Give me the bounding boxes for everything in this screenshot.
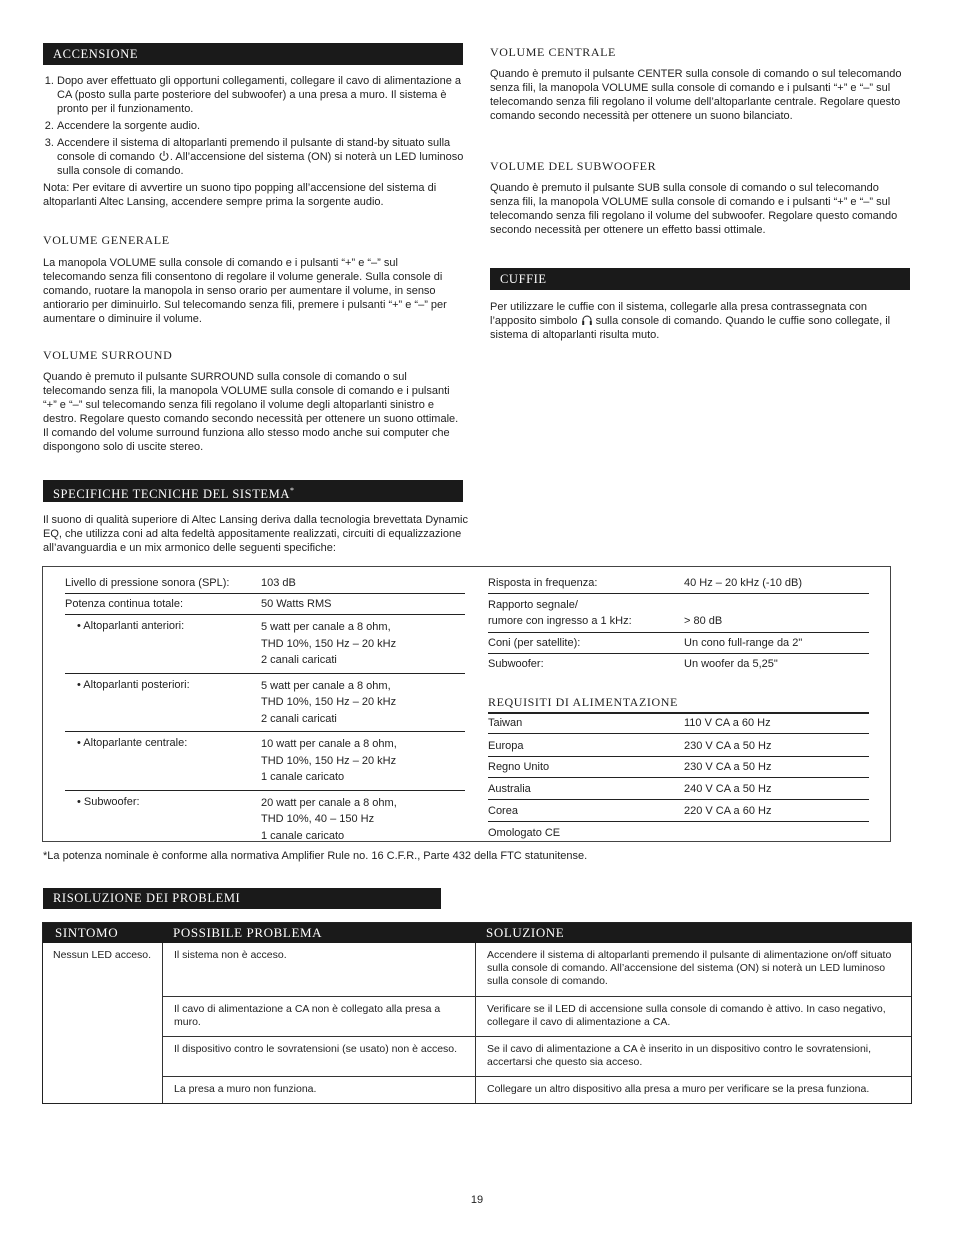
table-row (163, 943, 911, 996)
spec-row (65, 732, 465, 791)
problem-cell: Il dispositivo contro le sovratensioni (se usato) non è acceso. (163, 1037, 476, 1076)
table-row (163, 1036, 911, 1076)
accensione-step-3-a: Accendere il sistema di altoparlanti premendo il pulsante di stand-by situato sulla console di comando (57, 137, 451, 163)
spec-value: Un woofer da 5,25" (684, 658, 778, 670)
specifiche-footnote: *La potenza nominale è conforme alla normativa Amplifier Rule no. 16 C.F.R., Parte 432 della FTC statunitense. (43, 850, 588, 862)
power-country: Europa (488, 740, 524, 752)
page-number: 19 (470, 1194, 484, 1206)
cuffie-heading: CUFFIE (490, 268, 910, 290)
power-row (488, 822, 869, 843)
volume-subwoofer-text: Quando è premuto il pulsante SUB sulla console di comando o sul telecomando senza fili, la manopola VOLUME sulla console di comando e i pulsanti “+” e “–” sul telecomando senza fili regolano il volume del subwoofer. Regolare questo comando secondo necessità per ottenere un effetto bassi ottimale. (490, 182, 898, 236)
table-row (163, 1076, 911, 1103)
problemi-heading: RISOLUZIONE DEI PROBLEMI (43, 888, 441, 909)
troubleshooting-body (43, 943, 911, 1103)
volume-subwoofer-heading: VOLUME DEL SUBWOOFER (490, 159, 657, 173)
specifiche-right-table (488, 573, 869, 843)
power-value: 240 V CA a 50 Hz (684, 783, 772, 795)
spec-key: • Altoparlanti anteriori: (77, 620, 185, 632)
cuffie-text-a: Per utilizzare le cuffie con il sistema, collegarle alla presa contrassegnata con l’apposito simbolo (490, 301, 868, 327)
spec-key: Rapporto segnale/ rumore con ingresso a 1 kHz: (488, 599, 632, 627)
power-row (488, 800, 869, 822)
spec-value: 10 watt per canale a 8 ohm, THD 10%, 150 Hz – 20 kHz 1 canale caricato (261, 738, 397, 783)
power-icon (158, 150, 170, 162)
accensione-section (43, 74, 467, 209)
problem-cell: Il sistema non è acceso. (163, 943, 476, 996)
power-row (488, 757, 869, 778)
volume-surround-text: Quando è premuto il pulsante SURROUND sulla console di comando o sul telecomando senza fili, la manopola VOLUME sulla console di comando e i pulsanti “+” e “–” sul telecomando senza fili regolano il volume degli altoparlanti sinistro e destro. Regolare questo comando secondo necessità per ottenere un suono ottimale. Il comando del volume surround funziona allo stesso modo anche sui computer che dispongono solo di uscite stereo. (43, 371, 459, 453)
headphone-icon (581, 314, 593, 326)
cuffie-text (490, 300, 914, 342)
spec-key: • Altoparlante centrale: (77, 737, 188, 749)
volume-centrale-text: Quando è premuto il pulsante CENTER sulla console di comando o sul telecomando senza fili, la manopola VOLUME sulla console di comando e i pulsanti “+” e “–” sul telecomando senza fili regolano il volume dell’altoparlante centrale. Regolare questo comando secondo necessità per ottenere un suono bilanciato. (490, 68, 902, 122)
spec-value: 50 Watts RMS (261, 598, 332, 610)
specifiche-box (42, 566, 891, 842)
spec-row (65, 573, 465, 594)
volume-centrale-heading: VOLUME CENTRALE (490, 45, 616, 59)
specifiche-left-table (65, 573, 465, 848)
power-value: 230 V CA a 50 Hz (684, 740, 772, 752)
accensione-steps (43, 74, 467, 178)
spec-key: • Subwoofer: (77, 795, 140, 808)
accensione-heading: ACCENSIONE (43, 43, 463, 65)
spec-key: Potenza continua totale: (65, 598, 184, 610)
spec-key: • Altoparlanti posteriori: (77, 678, 190, 691)
accensione-nota: Nota: Per evitare di avvertire un suono tipo popping all’accensione del sistema di altoparlanti Altec Lansing, accendere sempre prima la sorgente audio. (43, 182, 437, 208)
power-country: Taiwan (488, 717, 523, 729)
spec-row (65, 674, 465, 733)
spec-key: Livello di pressione sonora (SPL): (65, 577, 230, 589)
spec-row (488, 633, 869, 654)
table-row (163, 996, 911, 1036)
specifiche-title-mark: * (290, 486, 295, 495)
volume-generale-heading: VOLUME GENERALE (43, 233, 170, 247)
spec-key: Subwoofer: (488, 658, 544, 670)
spec-row (488, 573, 869, 594)
accensione-step-3-b: . All’accensione del sistema (ON) si noterà un LED luminoso sulla console di comando. (57, 151, 464, 177)
power-value: 230 V CA a 50 Hz (684, 761, 772, 773)
spec-row (65, 615, 465, 674)
spec-value: 40 Hz – 20 kHz (-10 dB) (684, 577, 802, 589)
power-country: Corea (488, 805, 518, 817)
problem-cell: La presa a muro non funziona. (163, 1077, 476, 1103)
spec-key: Coni (per satellite): (488, 637, 581, 649)
power-value (684, 826, 869, 840)
spec-value: 103 dB (261, 577, 296, 589)
specifiche-intro: Il suono di qualità superiore di Altec Lansing deriva dalla tecnologia brevettata Dynamic EQ, che utilizza coni ad alta fedeltà appositamente realizzati, circuiti di equalizzazione all’avanguardia e un mix armonico delle seguenti specifiche: (43, 514, 468, 554)
accensione-step-2: 2. Accendere la sorgente audio. (57, 119, 467, 133)
problem-cell: Il cavo di alimentazione a CA non è collegato alla presa a muro. (163, 997, 476, 1036)
spec-row (65, 791, 465, 849)
spec-row (65, 594, 465, 615)
header-problema: POSSIBILE PROBLEMA (173, 925, 323, 940)
cuffie-text-b: sulla console di comando. Quando le cuffie sono collegate, il sistema di altoparlanti risulta muto. (490, 315, 891, 341)
header-sintomo: SINTOMO (55, 925, 119, 940)
header-soluzione: SOLUZIONE (486, 925, 565, 940)
power-country: Omologato CE (488, 827, 561, 839)
power-country: Australia (488, 783, 531, 795)
spec-row (488, 654, 869, 674)
power-requirements-heading: REQUISITI DI ALIMENTAZIONE (488, 695, 869, 714)
specifiche-heading (43, 480, 463, 502)
solution-cell: Verificare se il LED di accensione sulla console di comando è attivo. In caso negativo, collegare il cavo di alimentazione a CA. (487, 1003, 886, 1028)
volume-generale-text: La manopola VOLUME sulla console di comando e i pulsanti “+” e “–” sul telecomando senza fili consentono di regolare il volume generale. Sulla console di comando, ruotare la manopola in senso orario per aumentare il volume, in senso antiorario per diminuirlo. Sul telecomando senza fili, premere i pulsanti “+” e “–” per aumentare o diminuire il volume. (43, 257, 447, 325)
specifiche-title: SPECIFICHE TECNICHE DEL SISTEMA (53, 487, 291, 502)
power-value: 110 V CA a 60 Hz (684, 717, 771, 729)
solution-cell: Collegare un altro dispositivo alla presa a muro per verificare se la presa funziona. (487, 1083, 870, 1095)
solution-cell: Se il cavo di alimentazione a CA è inserito in un dispositivo contro le sovratensioni, accertarsi che questo sia acceso. (487, 1043, 872, 1068)
power-row (488, 778, 869, 800)
spec-value: 5 watt per canale a 8 ohm, THD 10%, 150 Hz – 20 kHz 2 canali caricati (261, 621, 397, 666)
power-country: Regno Unito (488, 761, 550, 773)
solution-cell: Accendere il sistema di altoparlanti premendo il pulsante di alimentazione on/off situato sulla console di comando. All’accensione del sistema (ON) si noterà un LED luminoso sulla console di comando. (487, 949, 892, 987)
spec-value: 20 watt per canale a 8 ohm, THD 10%, 40 – 150 Hz 1 canale caricato (261, 796, 397, 842)
volume-surround-heading: VOLUME SURROUND (43, 348, 173, 362)
symptom-cell: Nessun LED acceso. (43, 943, 163, 1103)
accensione-step-1: 1. Dopo aver effettuato gli opportuni collegamenti, collegare il cavo di alimentazione a CA (posto sulla parte posteriore del subwoofer) a una presa a muro. Il sistema è pronto per il funzionamento. (57, 74, 467, 116)
power-row (488, 734, 869, 757)
spec-row (488, 594, 869, 633)
troubleshooting-header (43, 923, 911, 943)
power-value: 220 V CA a 60 Hz (684, 805, 772, 817)
problem-rows (163, 943, 911, 1103)
spec-value: 5 watt per canale a 8 ohm, THD 10%, 150 Hz – 20 kHz 2 canali caricati (261, 679, 397, 725)
spec-key: Risposta in frequenza: (488, 577, 598, 589)
troubleshooting-table (42, 922, 912, 1104)
spec-value: > 80 dB (684, 615, 723, 627)
power-row (488, 714, 869, 734)
accensione-step-3 (57, 136, 467, 178)
spec-value: Un cono full-range da 2" (684, 637, 803, 649)
